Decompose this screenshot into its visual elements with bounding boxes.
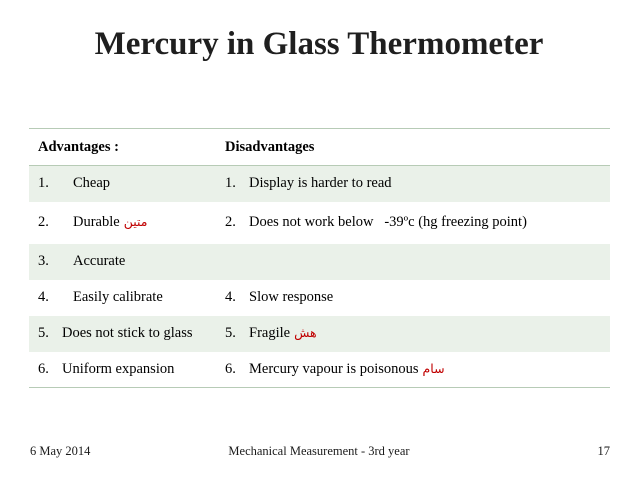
table-row: [29, 166, 610, 202]
advantage-cell: [29, 352, 216, 388]
page-number: 17: [597, 444, 610, 458]
disadvantage-number: 4.: [225, 289, 236, 305]
disadvantages-header: Disadvantages: [225, 138, 315, 155]
advantage-number: 5.: [38, 325, 49, 341]
advantage-text: Easily calibrate: [73, 289, 163, 305]
disadvantage-number: 2.: [225, 214, 236, 230]
advantage-number: 6.: [38, 360, 49, 377]
footer-course: Mechanical Measurement - 3rd year: [228, 444, 410, 458]
disadvantage-number: 6.: [225, 360, 236, 377]
table-row: [29, 352, 610, 388]
advantage-number: 1.: [38, 175, 49, 192]
advantage-arabic-translation: متين: [123, 214, 148, 229]
slide-title: Mercury in Glass Thermometer: [94, 26, 544, 62]
disadvantage-text: Fragile: [249, 325, 291, 341]
table-row: [29, 280, 610, 316]
disadvantage-arabic-translation: سام: [422, 360, 445, 376]
disadvantage-text: Slow response: [249, 289, 334, 305]
table-row: [29, 244, 610, 280]
disadvantage-cell: [216, 202, 610, 244]
disadvantage-arabic-translation: هش: [294, 325, 317, 340]
disadvantage-text: Mercury vapour is poisonous: [249, 360, 419, 377]
advantage-text: Does not stick to glass: [62, 325, 193, 341]
table-row: [29, 316, 610, 352]
advantages-header: Advantages :: [38, 138, 119, 155]
advantage-number: 2.: [38, 214, 49, 230]
disadvantage-number: 5.: [225, 325, 236, 341]
advantage-cell: [29, 316, 216, 352]
advantage-number: 4.: [38, 289, 49, 305]
table-header-row: [29, 129, 610, 166]
table-row: [29, 202, 610, 244]
advantage-text: Durable: [73, 214, 120, 230]
footer-date: 6 May 2014: [30, 444, 91, 458]
advantage-number: 3.: [38, 253, 49, 269]
disadvantage-text: Display is harder to read: [249, 175, 392, 192]
disadvantage-cell: [216, 244, 610, 280]
disadvantage-cell: [216, 352, 610, 388]
advantage-text: Cheap: [73, 175, 111, 192]
disadvantage-cell: [216, 166, 610, 202]
comparison-table: [29, 128, 610, 388]
advantage-text: Accurate: [73, 253, 126, 269]
advantage-cell: [29, 244, 216, 280]
disadvantage-text: Does not work below -39ºc (hg freezing point): [249, 214, 527, 230]
advantage-cell: [29, 202, 216, 244]
advantage-text: Uniform expansion: [62, 360, 175, 377]
disadvantage-cell: [216, 280, 610, 316]
advantage-cell: [29, 280, 216, 316]
disadvantage-number: 1.: [225, 175, 236, 192]
advantage-cell: [29, 166, 216, 202]
disadvantage-cell: [216, 316, 610, 352]
